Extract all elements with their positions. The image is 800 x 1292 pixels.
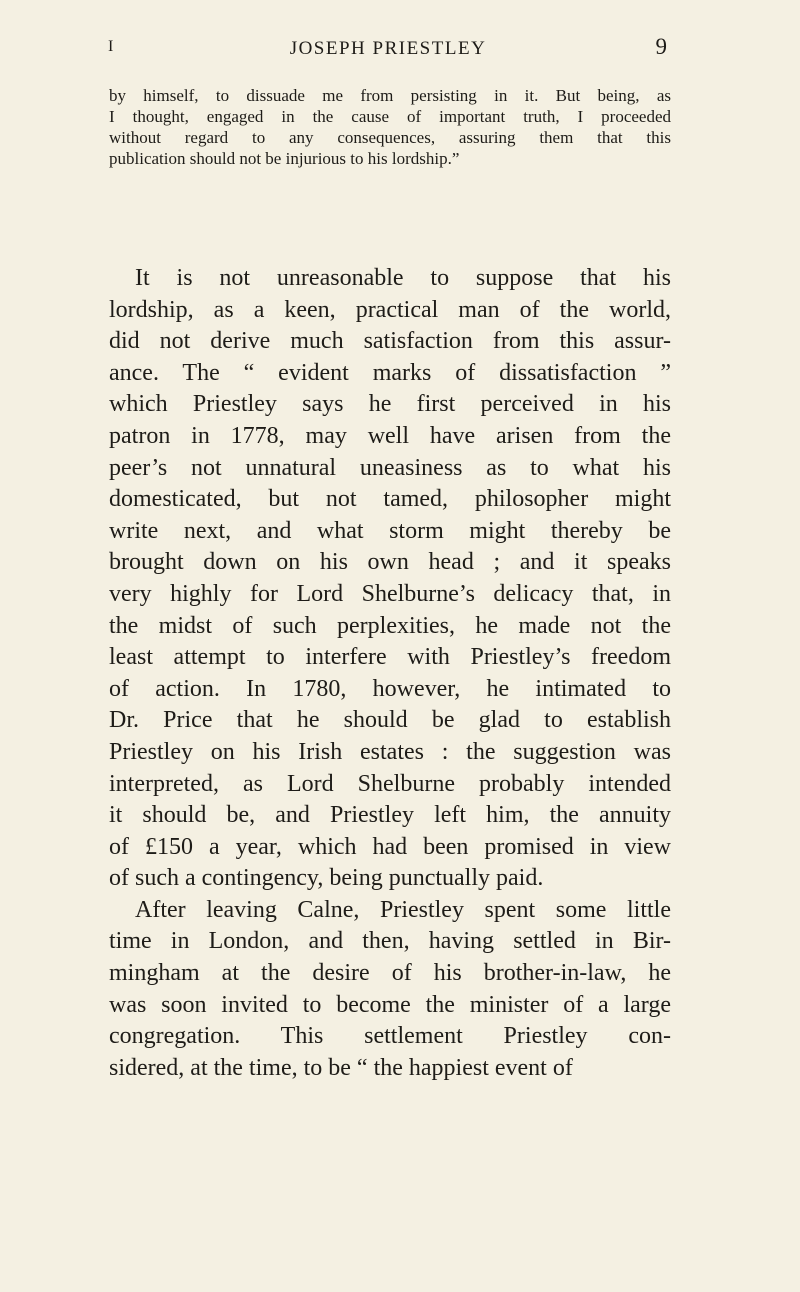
- text-line: of such a contingency, being punctually paid.: [109, 865, 544, 892]
- paragraph: [109, 263, 671, 895]
- text-line: which Priestley says he first perceived in his: [109, 391, 671, 418]
- text-line: very highly for Lord Shelburne’s delicacy that, in: [109, 580, 671, 607]
- text-line: patron in 1778, may well have arisen from the: [109, 422, 671, 449]
- text-line: mingham at the desire of his brother-in-law, he: [109, 960, 671, 987]
- text-line: the midst of such perplexities, he made not the: [109, 612, 671, 639]
- page-number: 9: [655, 34, 668, 59]
- text-line: congregation. This settlement Priestley con-: [109, 1023, 671, 1050]
- chapter-number: I: [108, 38, 115, 55]
- paragraph: [109, 895, 671, 1085]
- text-line: Priestley on his Irish estates : the suggestion was: [109, 738, 671, 765]
- text-line: it should be, and Priestley left him, the annuity: [109, 802, 671, 829]
- text-line: time in London, and then, having settled in Bir-: [109, 928, 671, 955]
- text-line: brought down on his own head ; and it speaks: [109, 549, 671, 576]
- text-line: by himself, to dissuade me from persisting in it. But being, as: [109, 86, 671, 105]
- text-line: of £150 a year, which had been promised in view: [109, 833, 671, 860]
- running-header: [108, 34, 668, 68]
- body-text: [109, 263, 671, 1084]
- text-line: sidered, at the time, to be “ the happiest event of: [109, 1054, 573, 1081]
- quoted-passage: [109, 85, 671, 169]
- text-line: ance. The “ evident marks of dissatisfaction ”: [109, 359, 671, 386]
- text-line: It is not unreasonable to suppose that his: [135, 265, 671, 291]
- text-line: I thought, engaged in the cause of important truth, I proceeded: [109, 107, 671, 126]
- text-line: publication should not be injurious to his lordship.”: [109, 149, 460, 168]
- text-line: write next, and what storm might thereby be: [109, 517, 671, 544]
- text-line: was soon invited to become the minister of a large: [109, 991, 671, 1018]
- text-line: peer’s not unnatural uneasiness as to what his: [109, 454, 671, 481]
- text-line: of action. In 1780, however, he intimated to: [109, 675, 671, 702]
- text-line: interpreted, as Lord Shelburne probably intended: [109, 770, 671, 797]
- text-line: Dr. Price that he should be glad to establish: [109, 707, 671, 734]
- text-line: did not derive much satisfaction from this assur-: [109, 328, 671, 355]
- text-line: without regard to any consequences, assuring them that this: [109, 128, 671, 147]
- text-line: domesticated, but not tamed, philosopher might: [109, 486, 671, 513]
- text-line: least attempt to interfere with Priestley’s freedom: [109, 644, 671, 671]
- text-line: After leaving Calne, Priestley spent some little: [135, 896, 671, 923]
- running-title: JOSEPH PRIESTLEY: [289, 38, 487, 59]
- text-line: lordship, as a keen, practical man of the world,: [109, 296, 671, 323]
